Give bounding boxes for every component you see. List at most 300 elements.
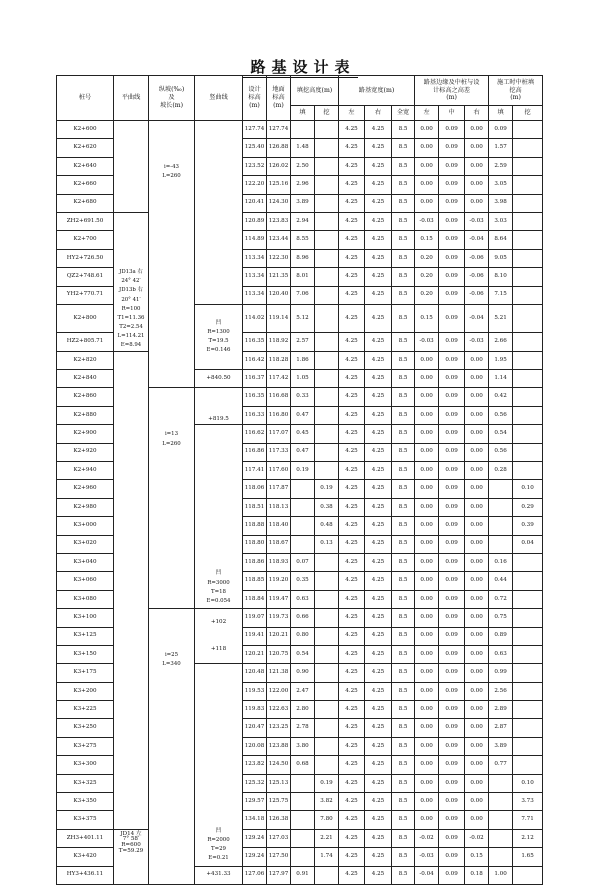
construction-fill-cell: 0.42 (489, 388, 513, 406)
header-fill-cut-height: 填挖高度(m) (291, 76, 339, 106)
construction-fill-cell (489, 498, 513, 516)
edge-mid-cell: 0.09 (439, 268, 465, 286)
edge-right-cell: 0.00 (465, 756, 489, 774)
edge-left-cell: 0.00 (415, 719, 439, 737)
ground-elev-cell: 117.33 (267, 443, 291, 461)
cut-height-cell (315, 737, 339, 755)
construction-cut-cell: 7.71 (513, 811, 543, 829)
header-station: 桩号 (57, 76, 114, 121)
station-cell: K3+250 (57, 719, 114, 737)
full-width-cell: 8.5 (392, 774, 415, 792)
station-cell: K3+040 (57, 553, 114, 571)
fill-height-cell (291, 535, 315, 553)
construction-fill-cell: 0.75 (489, 609, 513, 627)
width-left-cell: 4.25 (339, 286, 365, 304)
construction-fill-cell (489, 774, 513, 792)
construction-cut-cell (513, 572, 543, 590)
header-edge-line: 计标高之高差 (432, 86, 471, 94)
header-construction-line: 挖高 (509, 86, 522, 94)
full-width-cell: 8.5 (392, 609, 415, 627)
station-cell: K2+920 (57, 443, 114, 461)
vertical-curve-cell (195, 121, 243, 305)
edge-mid-cell: 0.09 (439, 590, 465, 608)
construction-cut-cell (513, 719, 543, 737)
edge-mid-cell: 0.09 (439, 664, 465, 682)
plan-curve-jd14-line: JD14 左 (120, 830, 142, 837)
grade-s2-line: L=260 (162, 440, 181, 447)
design-elev-cell: 118.86 (243, 553, 267, 571)
width-right-cell: 4.25 (365, 304, 392, 332)
station-cell: K2+840 (57, 370, 114, 388)
cut-height-cell (315, 664, 339, 682)
table-row (57, 212, 543, 230)
edge-left-cell: -0.04 (415, 866, 439, 884)
header-width: 路基宽度(m) (339, 76, 415, 106)
construction-cut-cell (513, 139, 543, 157)
fill-height-cell: 0.63 (291, 590, 315, 608)
header-ground-line: 标高 (272, 94, 285, 102)
design-elev-cell: 122.20 (243, 176, 267, 194)
grade-s1-line: i=-43 (164, 164, 179, 170)
width-left-cell: 4.25 (339, 461, 365, 479)
vertical-c4-line: E=0.21 (208, 855, 229, 862)
grade-length-cell (149, 121, 195, 388)
width-left-cell: 4.25 (339, 194, 365, 212)
station-cell: K3+175 (57, 664, 114, 682)
edge-left-cell: 0.00 (415, 406, 439, 424)
edge-mid-cell: 0.09 (439, 480, 465, 498)
cut-height-cell (315, 370, 339, 388)
fill-height-cell (291, 774, 315, 792)
width-left-cell: 4.25 (339, 645, 365, 663)
construction-cut-cell (513, 121, 543, 139)
cut-height-cell (315, 212, 339, 230)
width-right-cell: 4.25 (365, 176, 392, 194)
edge-right-cell: 0.00 (465, 590, 489, 608)
width-right-cell: 4.25 (365, 370, 392, 388)
construction-cut-cell (513, 443, 543, 461)
construction-cut-cell (513, 664, 543, 682)
plan-curve-jd14-line: T=59.29 (118, 847, 144, 854)
construction-cut-cell (513, 304, 543, 332)
edge-mid-cell: 0.09 (439, 701, 465, 719)
ground-elev-cell: 119.73 (267, 609, 291, 627)
fill-height-cell (291, 480, 315, 498)
cut-height-cell (315, 572, 339, 590)
design-elev-cell: 118.06 (243, 480, 267, 498)
edge-left-cell: 0.00 (415, 157, 439, 175)
header-construction (489, 76, 543, 106)
edge-mid-cell: 0.09 (439, 194, 465, 212)
ground-elev-cell: 122.30 (267, 249, 291, 267)
fill-height-cell: 0.47 (291, 443, 315, 461)
fill-height-cell: 2.57 (291, 333, 315, 351)
edge-right-cell: -0.06 (465, 286, 489, 304)
construction-fill-cell: 1.57 (489, 139, 513, 157)
construction-fill-cell: 2.87 (489, 719, 513, 737)
construction-fill-cell: 0.89 (489, 627, 513, 645)
construction-cut-cell: 0.39 (513, 517, 543, 535)
full-width-cell: 8.5 (392, 370, 415, 388)
full-width-cell: 8.5 (392, 194, 415, 212)
width-left-cell: 4.25 (339, 774, 365, 792)
edge-left-cell: 0.00 (415, 139, 439, 157)
edge-left-cell: 0.00 (415, 553, 439, 571)
vertical-c1-end: +840.50 (206, 374, 231, 381)
fill-height-cell: 8.96 (291, 249, 315, 267)
width-right-cell: 4.25 (365, 121, 392, 139)
grade-s2-line: i=13 (164, 431, 179, 438)
construction-cut-cell (513, 425, 543, 443)
fill-height-cell: 2.94 (291, 212, 315, 230)
station-cell: K2+860 (57, 388, 114, 406)
design-elev-cell: 127.74 (243, 121, 267, 139)
construction-fill-cell: 1.00 (489, 866, 513, 884)
width-right-cell: 4.25 (365, 609, 392, 627)
construction-cut-cell (513, 609, 543, 627)
construction-cut-cell (513, 461, 543, 479)
table-row (57, 351, 543, 369)
edge-mid-cell: 0.09 (439, 176, 465, 194)
station-cell: K2+620 (57, 139, 114, 157)
cut-height-cell: 7.80 (315, 811, 339, 829)
construction-fill-cell: 2.66 (489, 333, 513, 351)
edge-right-cell: 0.00 (465, 627, 489, 645)
plan-curve-jd14-line: R=600 (121, 841, 141, 848)
station-cell: K2+700 (57, 231, 114, 249)
vertical-c2-start: +819.5 (208, 415, 229, 422)
plan-curve-cell (114, 351, 149, 829)
full-width-cell: 8.5 (392, 793, 415, 811)
construction-fill-cell: 2.59 (489, 157, 513, 175)
construction-fill-cell: 0.99 (489, 664, 513, 682)
vertical-c2-line: E=0.054 (206, 597, 231, 604)
edge-mid-cell: 0.09 (439, 609, 465, 627)
construction-fill-cell: 0.72 (489, 590, 513, 608)
cut-height-cell (315, 553, 339, 571)
construction-cut-cell (513, 212, 543, 230)
ground-elev-cell: 124.50 (267, 756, 291, 774)
design-elev-cell: 120.48 (243, 664, 267, 682)
station-cell: K3+375 (57, 811, 114, 829)
ground-elev-cell: 118.92 (267, 333, 291, 351)
header-fill: 填 (291, 106, 315, 121)
width-right-cell: 4.25 (365, 139, 392, 157)
cut-height-cell (315, 268, 339, 286)
design-elev-cell: 125.32 (243, 774, 267, 792)
ground-elev-cell: 117.60 (267, 461, 291, 479)
construction-cut-cell: 0.10 (513, 480, 543, 498)
grade-s3-line: i=25 (164, 652, 179, 659)
header-edge-line: 路基边缘及中桩与设 (423, 78, 480, 86)
station-cell: K3+300 (57, 756, 114, 774)
fill-height-cell: 3.89 (291, 194, 315, 212)
station-cell: K2+960 (57, 480, 114, 498)
construction-fill-cell: 0.56 (489, 406, 513, 424)
edge-mid-cell: 0.09 (439, 572, 465, 590)
width-right-cell: 4.25 (365, 701, 392, 719)
edge-left-cell: 0.00 (415, 461, 439, 479)
edge-mid-cell: 0.09 (439, 645, 465, 663)
design-elev-cell: 120.21 (243, 645, 267, 663)
design-elev-cell: 120.41 (243, 194, 267, 212)
design-elev-cell: 129.57 (243, 793, 267, 811)
width-left-cell: 4.25 (339, 231, 365, 249)
station-cell: ZH2+691.50 (57, 212, 114, 230)
design-elev-cell: 129.24 (243, 829, 267, 847)
construction-cut-cell (513, 231, 543, 249)
design-elev-cell: 119.83 (243, 701, 267, 719)
design-elev-cell: 119.07 (243, 609, 267, 627)
edge-right-cell: 0.00 (465, 664, 489, 682)
fill-height-cell: 0.80 (291, 627, 315, 645)
edge-left-cell: 0.00 (415, 572, 439, 590)
edge-right-cell: -0.04 (465, 231, 489, 249)
width-right-cell: 4.25 (365, 866, 392, 884)
edge-left-cell: 0.00 (415, 443, 439, 461)
construction-fill-cell: 3.98 (489, 194, 513, 212)
width-right-cell: 4.25 (365, 572, 392, 590)
vertical-c1-line: T=19.5 (208, 337, 229, 344)
edge-left-cell: 0.00 (415, 517, 439, 535)
station-cell: K3+200 (57, 682, 114, 700)
edge-mid-cell: 0.09 (439, 461, 465, 479)
design-elev-cell: 114.89 (243, 231, 267, 249)
cut-height-cell (315, 866, 339, 884)
edge-left-cell: -0.03 (415, 848, 439, 866)
design-elev-cell: 117.41 (243, 461, 267, 479)
edge-right-cell: 0.00 (465, 443, 489, 461)
station-cell: HZ2+805.71 (57, 333, 114, 351)
design-elev-cell: 129.24 (243, 848, 267, 866)
header-ground-elev (267, 76, 291, 121)
cut-height-cell (315, 590, 339, 608)
grade-length-cell (149, 609, 195, 885)
fill-height-cell (291, 811, 315, 829)
construction-fill-cell: 0.54 (489, 425, 513, 443)
width-right-cell: 4.25 (365, 517, 392, 535)
station-cell: K3+060 (57, 572, 114, 590)
construction-cut-cell (513, 249, 543, 267)
full-width-cell: 8.5 (392, 425, 415, 443)
construction-fill-cell: 1.14 (489, 370, 513, 388)
ground-elev-cell: 124.30 (267, 194, 291, 212)
station-cell: K2+940 (57, 461, 114, 479)
header-construction-line: (m) (510, 94, 521, 102)
header-vertical-curve: 竖曲线 (195, 76, 243, 121)
ground-elev-cell: 120.40 (267, 286, 291, 304)
edge-right-cell: 0.00 (465, 351, 489, 369)
construction-cut-cell: 0.29 (513, 498, 543, 516)
edge-left-cell: 0.00 (415, 498, 439, 516)
edge-left-cell: 0.00 (415, 121, 439, 139)
construction-fill-cell: 0.63 (489, 645, 513, 663)
station-cell: K3+150 (57, 645, 114, 663)
construction-fill-cell: 2.89 (489, 701, 513, 719)
fill-height-cell: 8.01 (291, 268, 315, 286)
design-elev-cell: 118.51 (243, 498, 267, 516)
construction-fill-cell: 0.28 (489, 461, 513, 479)
width-right-cell: 4.25 (365, 443, 392, 461)
construction-fill-cell: 5.21 (489, 304, 513, 332)
edge-right-cell: -0.02 (465, 829, 489, 847)
edge-mid-cell: 0.09 (439, 848, 465, 866)
edge-left-cell: 0.20 (415, 249, 439, 267)
design-elev-cell: 118.80 (243, 535, 267, 553)
width-left-cell: 4.25 (339, 719, 365, 737)
design-elev-cell: 113.34 (243, 286, 267, 304)
plan-curve-jd14-line: 7° 58′ (122, 836, 140, 843)
construction-fill-cell: 1.95 (489, 351, 513, 369)
station-cell: K3+125 (57, 627, 114, 645)
ground-elev-cell: 123.83 (267, 212, 291, 230)
construction-fill-cell: 9.05 (489, 249, 513, 267)
edge-left-cell: 0.00 (415, 793, 439, 811)
edge-left-cell: -0.03 (415, 333, 439, 351)
full-width-cell: 8.5 (392, 517, 415, 535)
header-design-line: 设计 (248, 86, 261, 94)
construction-fill-cell (489, 793, 513, 811)
width-right-cell: 4.25 (365, 231, 392, 249)
vertical-curve-cell (195, 664, 243, 866)
vertical-c1-line: R=1300 (207, 328, 230, 335)
design-elev-cell: 116.42 (243, 351, 267, 369)
width-right-cell: 4.25 (365, 682, 392, 700)
full-width-cell: 8.5 (392, 627, 415, 645)
construction-cut-cell (513, 590, 543, 608)
cut-height-cell: 1.74 (315, 848, 339, 866)
construction-fill-cell (489, 811, 513, 829)
fill-height-cell: 1.48 (291, 139, 315, 157)
header-plan-curve: 平曲线 (114, 76, 149, 121)
width-right-cell: 4.25 (365, 268, 392, 286)
design-elev-cell: 134.18 (243, 811, 267, 829)
plan-curve-jd13-line: T1=11.36 (117, 314, 145, 321)
edge-right-cell: 0.00 (465, 425, 489, 443)
edge-mid-cell: 0.09 (439, 351, 465, 369)
edge-right-cell: 0.00 (465, 498, 489, 516)
width-right-cell: 4.25 (365, 811, 392, 829)
edge-right-cell: 0.00 (465, 139, 489, 157)
full-width-cell: 8.5 (392, 664, 415, 682)
width-left-cell: 4.25 (339, 370, 365, 388)
edge-left-cell: 0.00 (415, 480, 439, 498)
width-left-cell: 4.25 (339, 139, 365, 157)
full-width-cell: 8.5 (392, 231, 415, 249)
station-cell: K3+225 (57, 701, 114, 719)
plan-curve-jd13-line: JD13a 右 (119, 268, 143, 275)
construction-cut-cell (513, 645, 543, 663)
ground-elev-cell: 116.80 (267, 406, 291, 424)
full-width-cell: 8.5 (392, 351, 415, 369)
construction-cut-cell: 3.73 (513, 793, 543, 811)
cut-height-cell: 3.82 (315, 793, 339, 811)
fill-height-cell: 2.96 (291, 176, 315, 194)
edge-right-cell: 0.00 (465, 194, 489, 212)
edge-mid-cell: 0.09 (439, 866, 465, 884)
construction-fill-cell (489, 829, 513, 847)
edge-mid-cell: 0.09 (439, 811, 465, 829)
ground-elev-cell: 121.38 (267, 664, 291, 682)
ground-elev-cell: 123.88 (267, 737, 291, 755)
ground-elev-cell: 125.13 (267, 774, 291, 792)
cut-height-cell (315, 304, 339, 332)
fill-height-cell (291, 829, 315, 847)
cut-height-cell (315, 461, 339, 479)
fill-height-cell (291, 498, 315, 516)
edge-left-cell: 0.00 (415, 682, 439, 700)
edge-mid-cell: 0.09 (439, 121, 465, 139)
width-left-cell: 4.25 (339, 480, 365, 498)
station-cell: K2+660 (57, 176, 114, 194)
edge-right-cell: 0.00 (465, 682, 489, 700)
full-width-cell: 8.5 (392, 333, 415, 351)
edge-left-cell: -0.03 (415, 212, 439, 230)
construction-cut-cell (513, 866, 543, 884)
station-cell: K2+800 (57, 304, 114, 332)
cut-height-cell: 0.19 (315, 774, 339, 792)
edge-right-cell: 0.00 (465, 572, 489, 590)
width-right-cell: 4.25 (365, 664, 392, 682)
station-cell: YH2+770.71 (57, 286, 114, 304)
construction-fill-cell: 0.44 (489, 572, 513, 590)
grade-length-cell (149, 388, 195, 609)
edge-left-cell: 0.00 (415, 811, 439, 829)
construction-cut-cell (513, 701, 543, 719)
construction-cut-cell (513, 351, 543, 369)
construction-fill-cell: 0.56 (489, 443, 513, 461)
edge-mid-cell: 0.09 (439, 231, 465, 249)
construction-cut-cell (513, 682, 543, 700)
cut-height-cell: 0.13 (315, 535, 339, 553)
edge-mid-cell: 0.09 (439, 682, 465, 700)
plan-curve-jd13-line: E=8.94 (120, 342, 142, 349)
edge-right-cell: 0.00 (465, 388, 489, 406)
ground-elev-cell: 117.87 (267, 480, 291, 498)
full-width-cell: 8.5 (392, 157, 415, 175)
cut-height-cell (315, 443, 339, 461)
edge-right-cell: -0.06 (465, 268, 489, 286)
station-cell: HY2+726.50 (57, 249, 114, 267)
width-right-cell: 4.25 (365, 829, 392, 847)
page-title (0, 56, 600, 77)
width-left-cell: 4.25 (339, 793, 365, 811)
vertical-c1-line: E=0.146 (206, 347, 231, 354)
edge-left-cell: 0.00 (415, 664, 439, 682)
cut-height-cell (315, 351, 339, 369)
edge-mid-cell: 0.09 (439, 139, 465, 157)
header-design-line: 标高 (248, 94, 261, 102)
construction-cut-cell (513, 286, 543, 304)
ground-elev-cell: 119.14 (267, 304, 291, 332)
cut-height-cell (315, 286, 339, 304)
header-grade-line: 坡长(m) (159, 101, 184, 109)
fill-height-cell: 0.66 (291, 609, 315, 627)
edge-right-cell: 0.00 (465, 370, 489, 388)
edge-mid-cell: 0.09 (439, 737, 465, 755)
edge-right-cell: 0.00 (465, 553, 489, 571)
width-right-cell: 4.25 (365, 590, 392, 608)
station-cell: K3+020 (57, 535, 114, 553)
edge-right-cell: 0.00 (465, 719, 489, 737)
ground-elev-cell: 122.63 (267, 701, 291, 719)
construction-cut-cell: 0.10 (513, 774, 543, 792)
ground-elev-cell: 117.07 (267, 425, 291, 443)
edge-left-cell: 0.00 (415, 627, 439, 645)
header-edge-left: 左 (415, 106, 439, 121)
station-cell: K2+820 (57, 351, 114, 369)
cut-height-cell (315, 425, 339, 443)
